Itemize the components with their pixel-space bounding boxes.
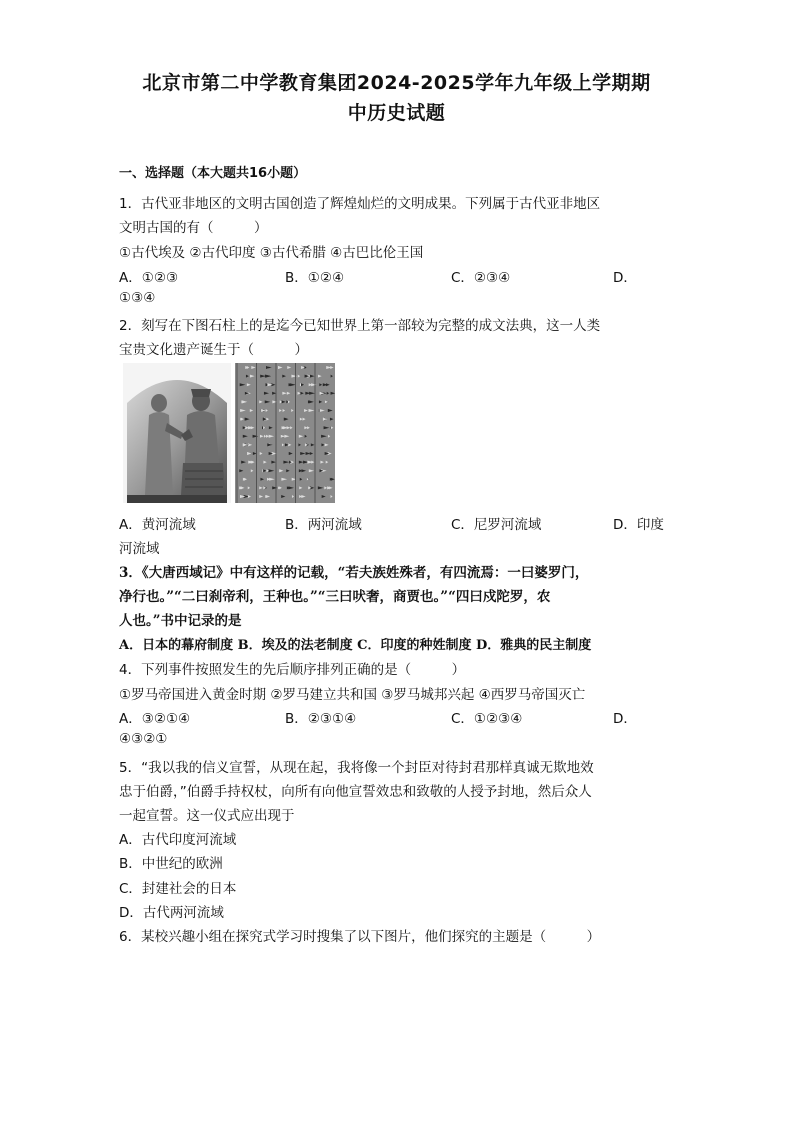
cuneiform-text-image: [235, 363, 335, 503]
q1-option-d: D．: [613, 270, 637, 286]
q5-stem-line3: 一起宣誓。这一仪式应出现于: [119, 808, 295, 824]
q3-stem-line3: 人也。”书中记录的是: [119, 613, 242, 629]
q5-option-b: B．中世纪的欧洲: [119, 856, 223, 872]
stele-relief-image: [123, 363, 231, 503]
q1-option-d-wrap: ①③④: [119, 290, 156, 306]
q2-stem-line2: 宝贵文化遗产诞生于（ ）: [119, 342, 308, 358]
q4-option-a: A．③②①④: [119, 711, 191, 727]
q2-option-d-wrap: 河流域: [119, 541, 160, 557]
q2-option-a: A．黄河流域: [119, 517, 196, 533]
q1-items: ①古代埃及 ②古代印度 ③古代希腊 ④古巴比伦王国: [119, 245, 424, 261]
q2-stem-line1: 2．刻写在下图石柱上的是迄今已知世界上第一部较为完整的成文法典，这一人类: [119, 318, 601, 334]
q2-option-b: B．两河流域: [285, 517, 362, 533]
q4-option-d: D．: [613, 711, 637, 727]
q1-stem-line1: 1．古代亚非地区的文明古国创造了辉煌灿烂的文明成果。下列属于古代亚非地区: [119, 196, 601, 212]
q4-option-c: C．①②③④: [451, 711, 523, 727]
page-title-line1: 北京市第二中学教育集团2024-2025学年九年级上学期期: [142, 72, 651, 94]
q4-stem-line1: 4．下列事件按照发生的先后顺序排列正确的是（ ）: [119, 662, 466, 678]
q5-option-c: C．封建社会的日本: [119, 881, 237, 897]
q3-options: A．日本的幕府制度 B．埃及的法老制度 C．印度的种姓制度 D．雅典的民主制度: [119, 638, 592, 653]
q3-stem-line1: 3．《大唐西域记》中有这样的记载，“若夫族姓殊者，有四流焉：一曰婆罗门，: [119, 565, 589, 581]
q5-stem-line2: 忠于伯爵，”伯爵手持权杖，向所有向他宣誓效忠和致敬的人授予封地，然后众人: [119, 784, 592, 800]
q2-option-d: D．印度: [613, 517, 664, 533]
q1-option-a: A．①②③: [119, 270, 179, 286]
cuneiform-icon: [235, 363, 335, 503]
q1-option-c: C．②③④: [451, 270, 511, 286]
q4-option-b: B．②③①④: [285, 711, 357, 727]
q3-stem-line2: 净行也。”“二曰刹帝利，王种也。”“三曰吠奢，商贾也。”“四曰戍陀罗，农: [119, 589, 551, 605]
q5-stem-line1: 5．“我以我的信义宣誓，从现在起，我将像一个封臣对待封君那样真诚无欺地效: [119, 760, 594, 776]
q4-items: ①罗马帝国进入黄金时期 ②罗马建立共和国 ③罗马城邦兴起 ④西罗马帝国灭亡: [119, 687, 586, 703]
q6-stem-line1: 6．某校兴趣小组在探究式学习时搜集了以下图片，他们探究的主题是（ ）: [119, 929, 601, 945]
q1-stem-line2: 文明古国的有（ ）: [119, 220, 268, 236]
q5-option-a: A．古代印度河流域: [119, 832, 237, 848]
q5-option-d: D．古代两河流域: [119, 905, 224, 921]
page-title-line2: 中历史试题: [347, 102, 446, 124]
q4-option-d-wrap: ④③②①: [119, 731, 168, 747]
stele-relief-icon: [123, 363, 231, 503]
q2-option-c: C．尼罗河流域: [451, 517, 542, 533]
q1-option-b: B．①②④: [285, 270, 345, 286]
section-heading: 一、选择题（本大题共16小题）: [119, 166, 307, 181]
